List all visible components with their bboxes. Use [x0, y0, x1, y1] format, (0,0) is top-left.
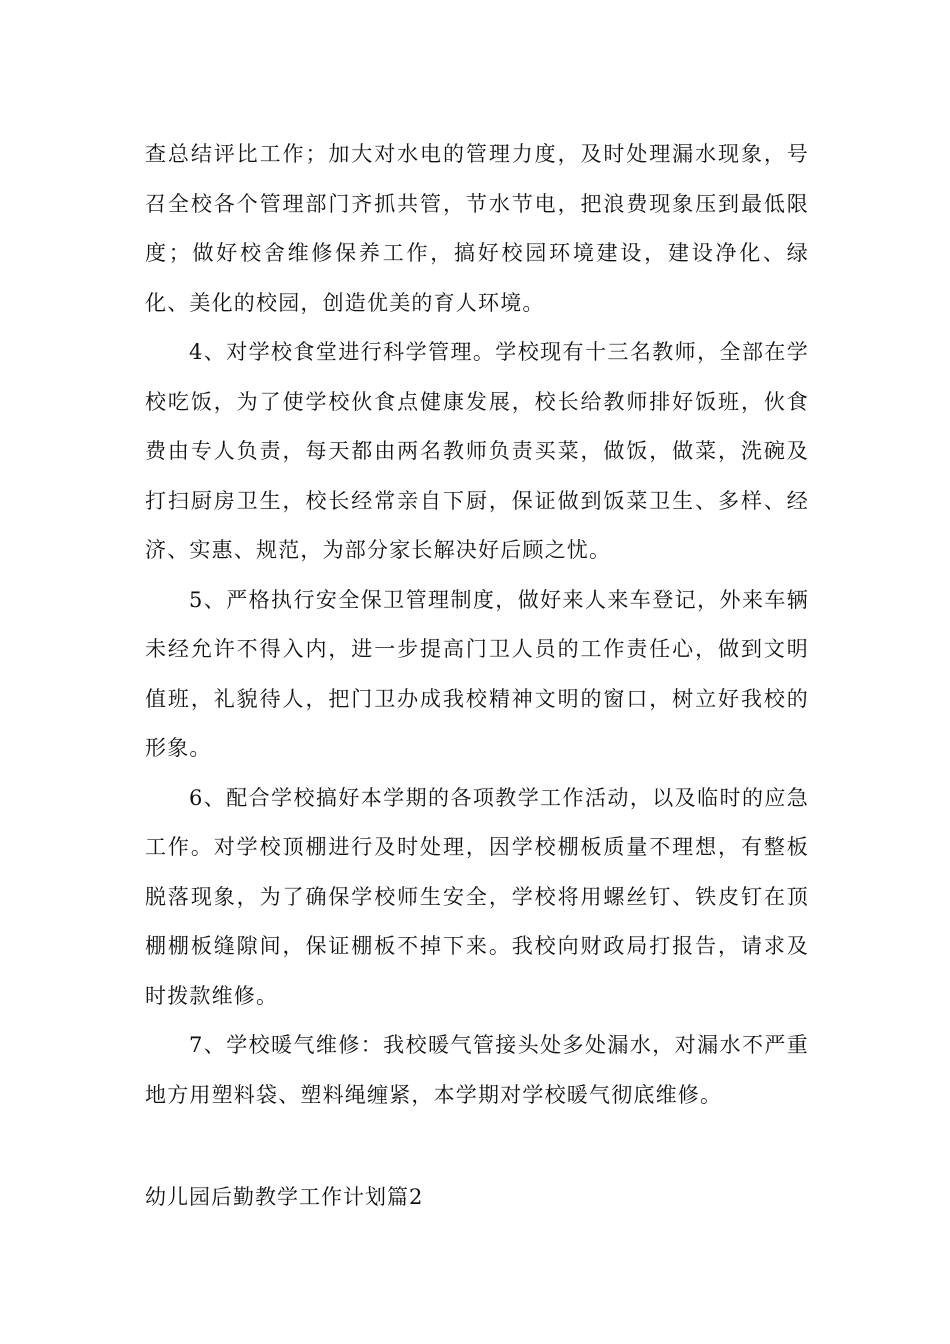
paragraph-item-6: 6、配合学校搞好本学期的各项教学工作活动，以及临时的应急工作。对学校顶棚进行及时处理，因学校棚板质量不理想，有整板脱落现象，为了确保学校师生安全，学校将用螺丝钉、铁皮钉在顶棚棚板缝隙间，保证棚板不掉下来。我校向财政局打报告，请求及时拨款维修。	[145, 785, 809, 1008]
document-body	[145, 130, 809, 1120]
paragraph-item-4: 4、对学校食堂进行科学管理。学校现有十三名教师，全部在学校吃饭，为了使学校伙食点健康发展，校长给教师排好饭班，伙食费由专人负责，每天都由两名教师负责买菜，做饭，做菜，洗碗及打扫厨房卫生，校长经常亲自下厨，保证做到饭菜卫生、多样、经济、实惠、规范，为部分家长解决好后顾之忧。	[145, 340, 809, 562]
section-heading: 幼儿园后勤教学工作计划篇2	[145, 1185, 424, 1209]
paragraph-item-5: 5、严格执行安全保卫管理制度，做好来人来车登记，外来车辆未经允许不得入内，进一步提高门卫人员的工作责任心，做到文明值班，礼貌待人，把门卫办成我校精神文明的窗口，树立好我校的形象。	[145, 587, 809, 760]
paragraph-item-7: 7、学校暖气维修：我校暖气管接头处多处漏水，对漏水不严重地方用塑料袋、塑料绳缠紧，本学期对学校暖气彻底维修。	[145, 1033, 809, 1107]
paragraph-continued: 查总结评比工作；加大对水电的管理力度，及时处理漏水现象，号召全校各个管理部门齐抓共管，节水节电，把浪费现象压到最低限度；做好校舍维修保养工作，搞好校园环境建设，建设净化、绿化、美化的校园，创造优美的育人环境。	[145, 142, 809, 315]
